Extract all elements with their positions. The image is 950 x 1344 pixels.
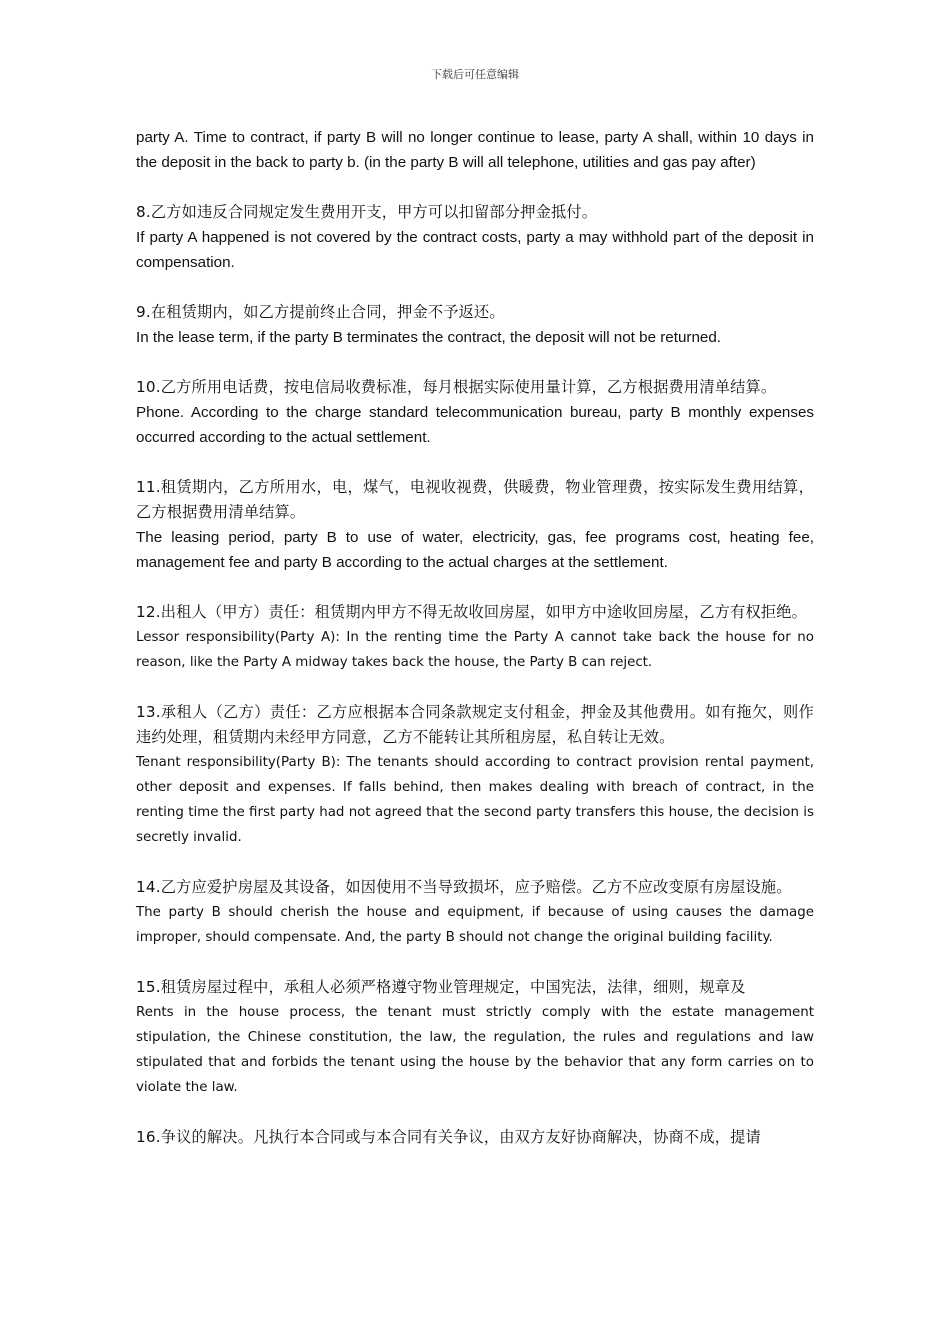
clause-8-en: If party A happened is not covered by the contract costs, party a may withhold part of the deposit in compensation. — [136, 229, 814, 271]
clause-8-zh: 8.乙方如违反合同规定发生费用开支，甲方可以扣留部分押金抵付。 — [136, 203, 598, 221]
clause-14-en: The party B should cherish the house and equipment, if because of using causes the damage improper, should compensate. And, the party B should not change the original building facility. — [136, 905, 814, 945]
paragraph-7-en: party A. Time to contract, if party B will no longer continue to lease, party A shall, within 10 days in the deposit in the back to party b. (in the party B will all telephone, utilities and gas pay after) — [136, 129, 814, 171]
clause-9-en: In the lease term, if the party B terminates the contract, the deposit will not be returned. — [136, 329, 722, 346]
clause-15-en: Rents in the house process, the tenant must strictly comply with the estate management stipulation, the Chinese constitution, the law, the regulation, the rules and regulations and law stipulated that and forbids the tenant using the house by the behavior that any form carries on to violate the law. — [136, 1005, 814, 1095]
clause-9-zh: 9.在租赁期内，如乙方提前终止合同，押金不予返还。 — [136, 303, 505, 321]
clause-14-zh: 14.乙方应爱护房屋及其设备，如因使用不当导致损坏，应予赔偿。乙方不应改变原有房屋设施。 — [136, 878, 792, 896]
clause-13-en: Tenant responsibility(Party B): The tenants should according to contract provision rental payment, other deposit and expenses. If falls behind, then makes dealing with breach of contract, in the renting time the first party had not agreed that the second party transfers this house, the decision is secretly invalid. — [136, 755, 814, 845]
clause-13-zh: 13.承租人（乙方）责任：乙方应根据本合同条款规定支付租金，押金及其他费用。如有拖欠，则作违约处理，租赁期内未经甲方同意，乙方不能转让其所租房屋，私自转让无效。 — [136, 703, 814, 746]
clause-10-en: Phone. According to the charge standard telecommunication bureau, party B monthly expenses occurred according to the actual settlement. — [136, 404, 814, 446]
clause-12-en: Lessor responsibility(Party A): In the renting time the Party A cannot take back the house for no reason, like the Party A midway takes back the house, the Party B can reject. — [136, 630, 814, 670]
clause-12-zh: 12.出租人（甲方）责任：租赁期内甲方不得无故收回房屋，如甲方中途收回房屋，乙方有权拒绝。 — [136, 603, 808, 621]
clause-10-zh: 10.乙方所用电话费，按电信局收费标准，每月根据实际使用量计算，乙方根据费用清单结算。 — [136, 378, 777, 396]
page-header: 下载后可任意编辑 — [431, 68, 519, 81]
clause-15-zh: 15.租赁房屋过程中，承租人必须严格遵守物业管理规定，中国宪法，法律，细则，规章及 — [136, 978, 746, 996]
clause-16-zh: 16.争议的解决。凡执行本合同或与本合同有关争议，由双方友好协商解决，协商不成，提请 — [136, 1128, 761, 1146]
document-body — [136, 125, 814, 1150]
clause-11-en: The leasing period, party B to use of water, electricity, gas, fee programs cost, heating fee, management fee and party B according to the actual charges at the settlement. — [136, 529, 814, 571]
clause-11-zh: 11.租赁期内，乙方所用水，电，煤气，电视收视费，供暖费，物业管理费，按实际发生费用结算，乙方根据费用清单结算。 — [136, 478, 814, 521]
